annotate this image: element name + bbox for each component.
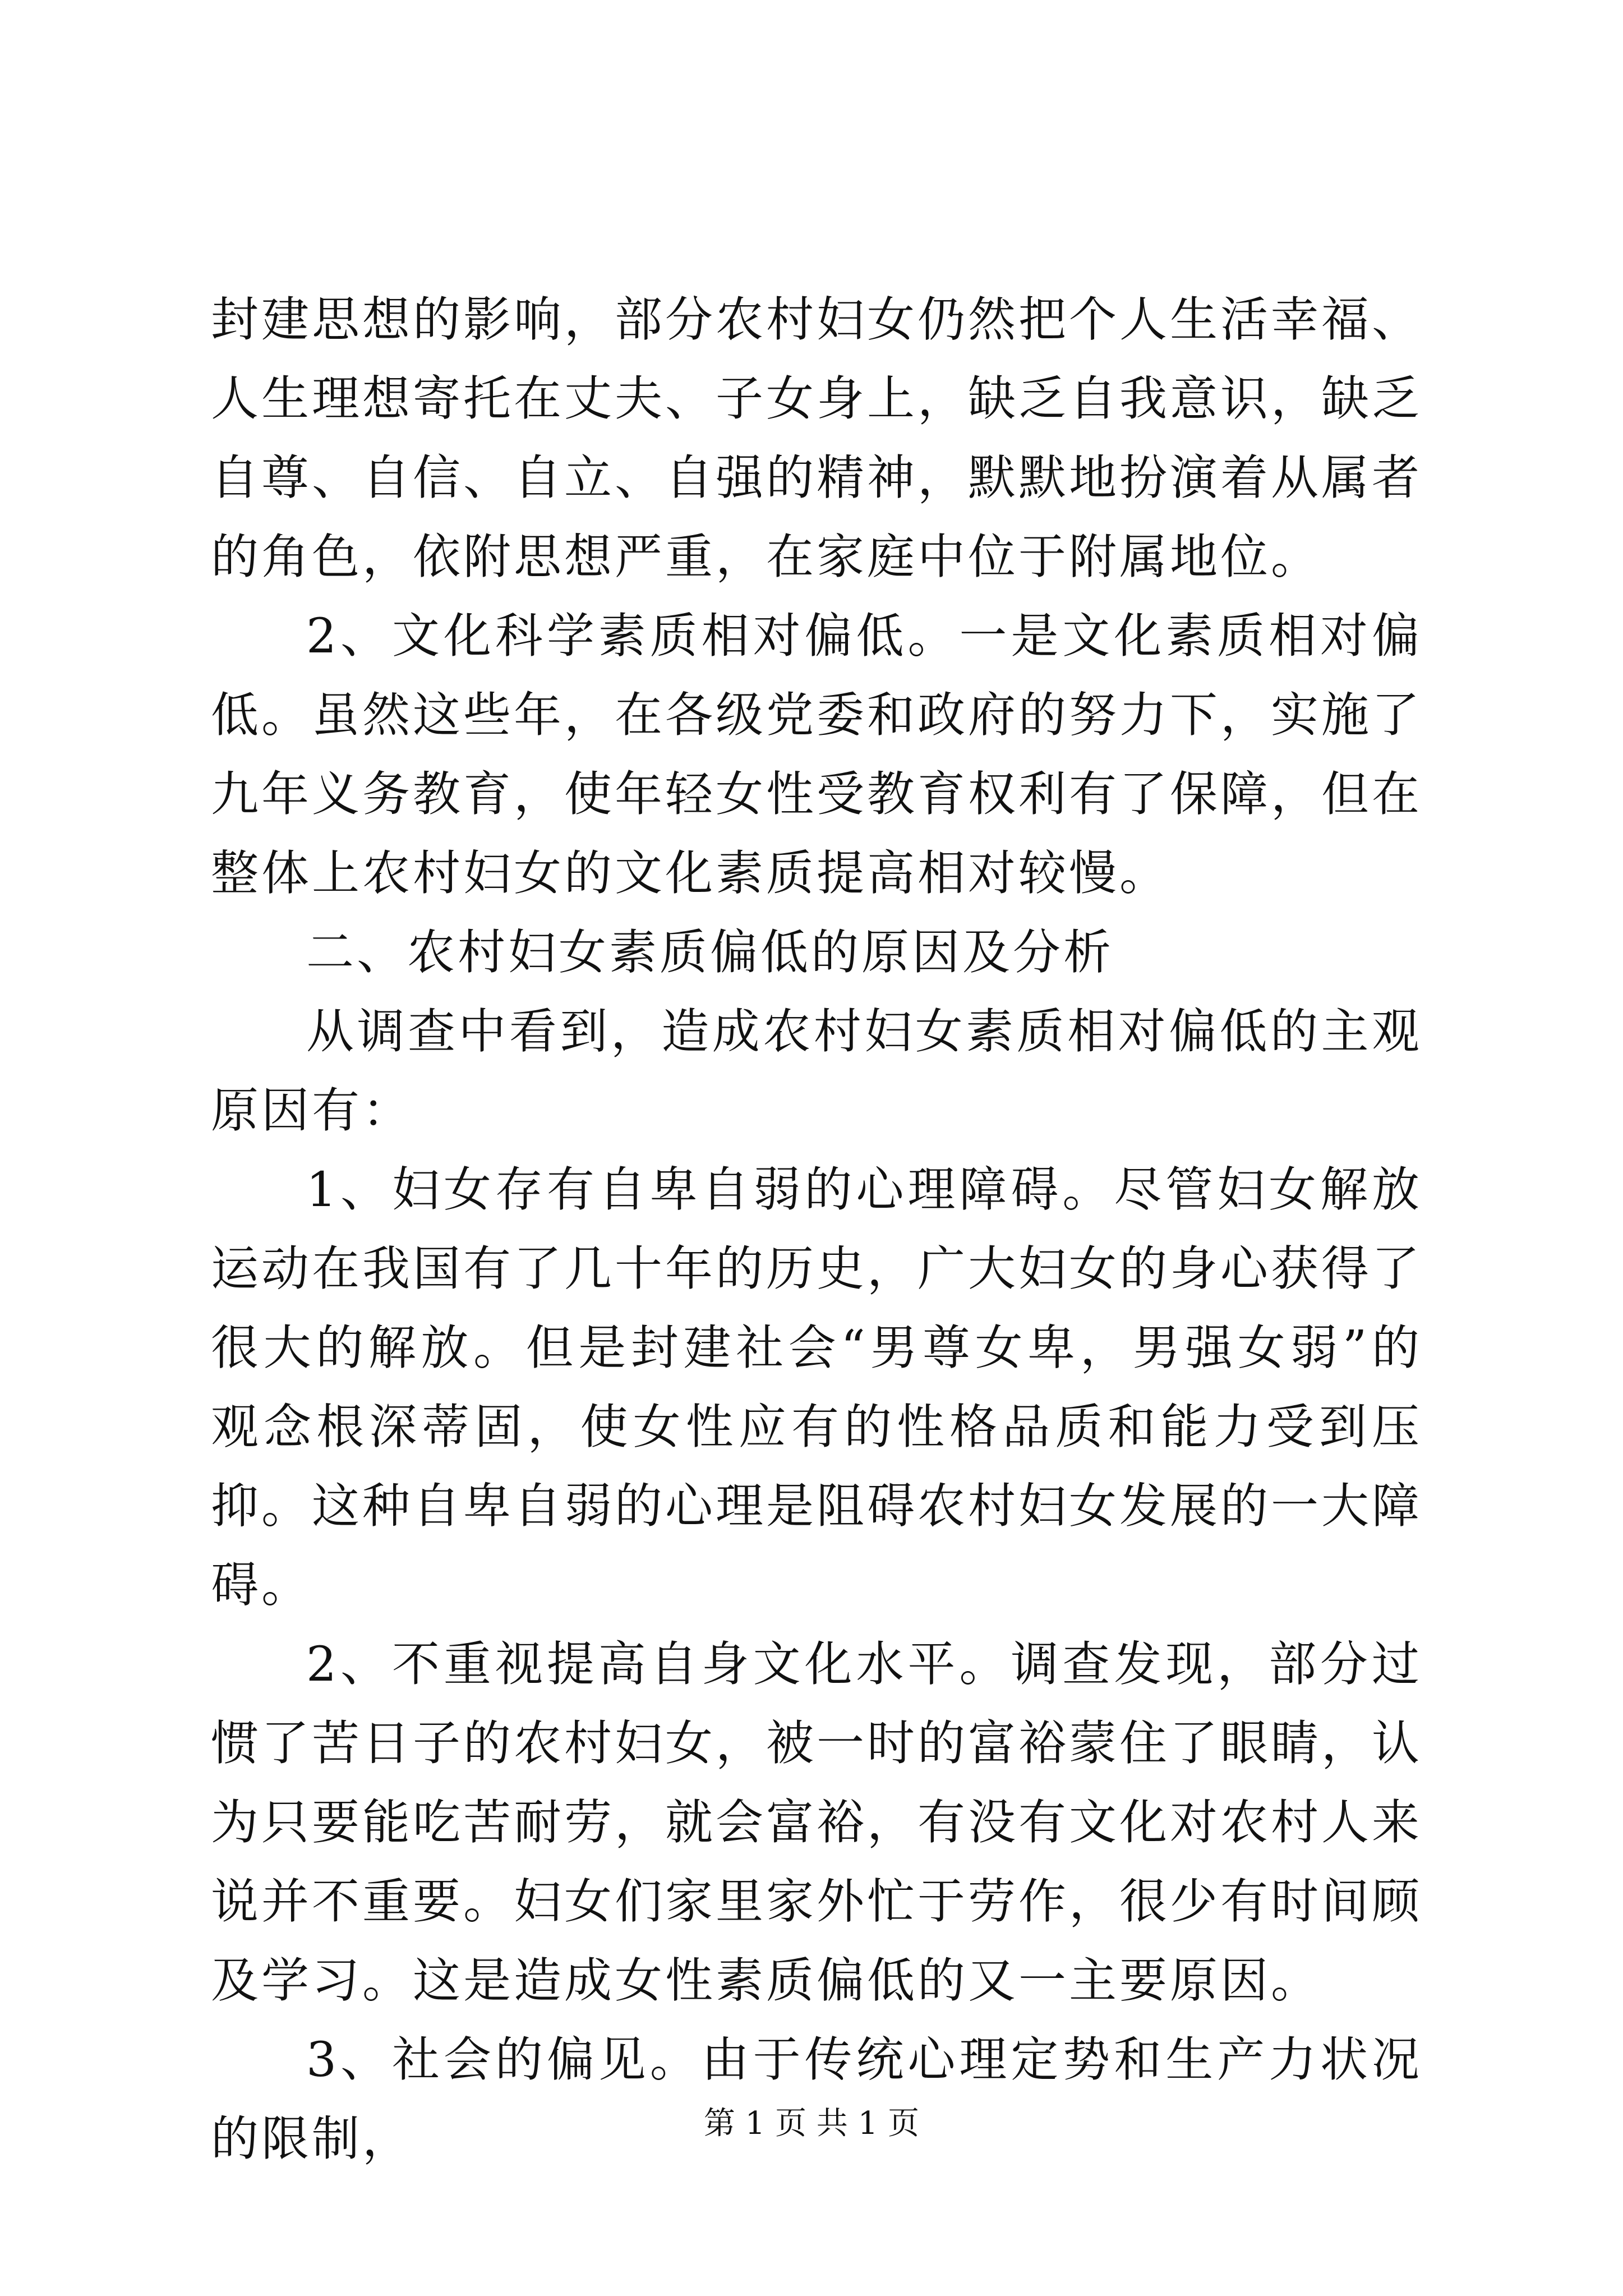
paragraph: 封建思想的影响，部分农村妇女仍然把个人生活幸福、人生理想寄托在丈夫、子女身上，缺乏自我意识，缺乏自尊、自信、自立、自强的精神，默默地扮演着从属者的角色，依附思想严重，在家庭中位于附属地位。: [211, 292, 1423, 585]
paragraph: 2、文化科学素质相对偏低。一是文化素质相对偏低。虽然这些年，在各级党委和政府的努力下，实施了九年义务教育，使年轻女性受教育权利有了保障，但在整体上农村妇女的文化素质提高相对较慢。: [211, 609, 1423, 901]
paragraph: 2、不重视提高自身文化水平。调查发现，部分过惯了苦日子的农村妇女，被一时的富裕蒙住了眼睛，认为只要能吃苦耐劳，就会富裕，有没有文化对农村人来说并不重要。妇女们家里家外忙于劳作，很少有时间顾及学习。这是造成女性素质偏低的又一主要原因。: [211, 1637, 1423, 2009]
section-heading: 二、农村妇女素质偏低的原因及分析: [306, 925, 1114, 981]
paragraph: 1、妇女存有自卑自弱的心理障碍。尽管妇女解放运动在我国有了几十年的历史，广大妇女的身心获得了很大的解放。但是封建社会“男尊女卑，男强女弱”的观念根深蒂固，使女性应有的性格品质和能力受到压抑。这种自卑自弱的心理是阻碍农村妇女发展的一大障碍。: [211, 1162, 1423, 1613]
page-number-footer: 第 1 页 共 1 页: [703, 2105, 920, 2142]
document-body: [211, 280, 1422, 2179]
paragraph: 从调查中看到，造成农村妇女素质相对偏低的主观原因有：: [211, 1004, 1422, 1139]
paragraph: 3、社会的偏见。由于传统心理定势和生产力状况的限制，: [211, 2032, 1422, 2167]
